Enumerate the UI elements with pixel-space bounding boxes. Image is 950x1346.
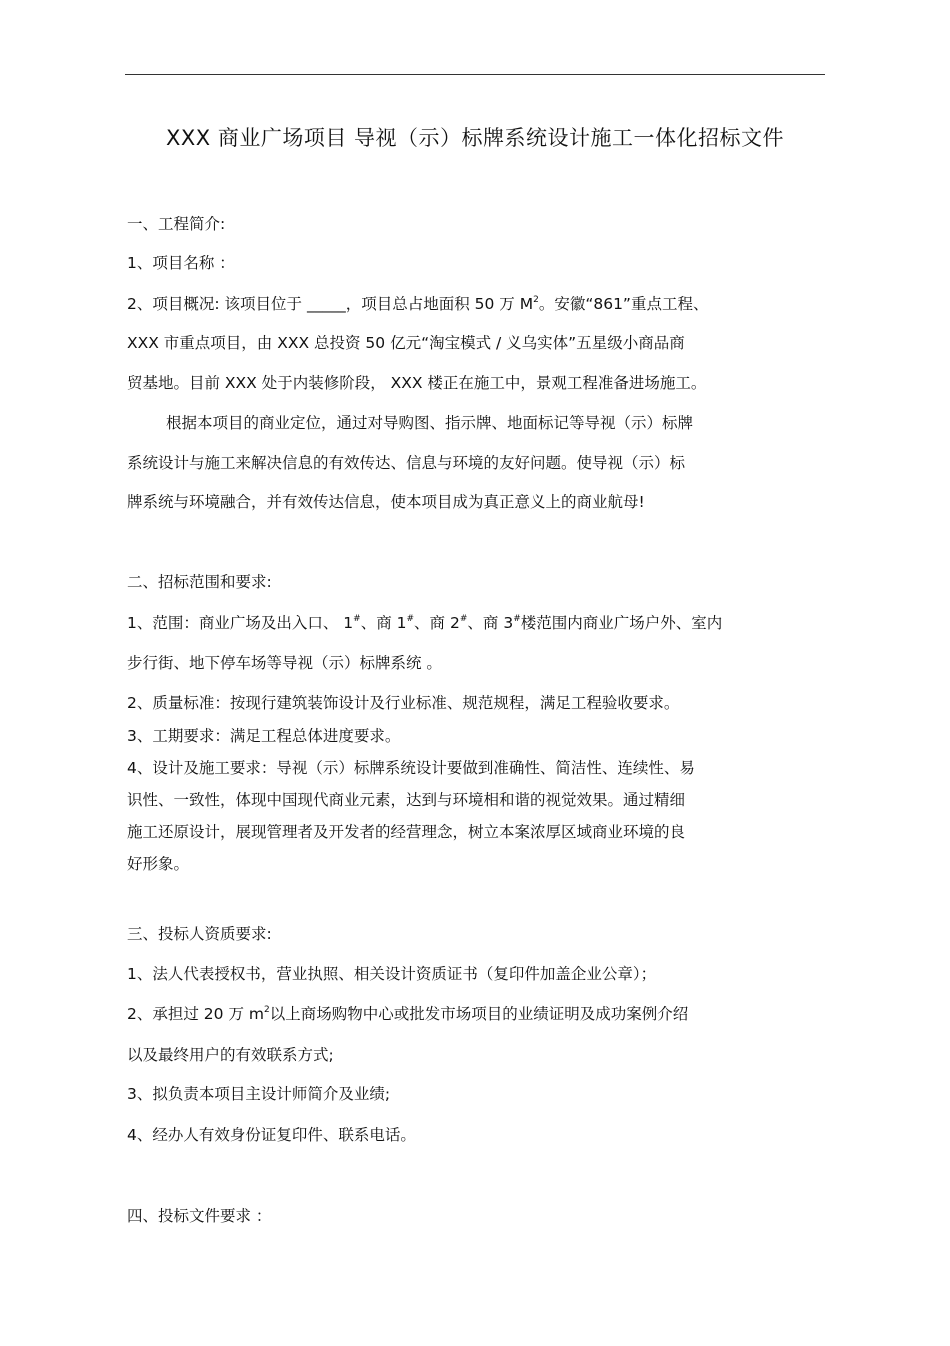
s1-item-2-line-2: XXX 市重点项目，由 XXX 总投资 50 亿元“淘宝模式 / 义乌实体”五星级小商品商 (127, 334, 685, 352)
s1-paragraph-line-1: 根据本项目的商业定位，通过对导购图、指示牌、地面标记等导视（示）标牌 (166, 414, 694, 432)
s3-item-2-line-2: 以及最终用户的有效联系方式; (127, 1046, 334, 1064)
section-3-heading: 三、投标人资质要求: (127, 925, 272, 943)
s2-item-3: 3、工期要求：满足工程总体进度要求。 (127, 727, 401, 745)
s3-item-1: 1、法人代表授权书，营业执照、相关设计资质证书（复印件加盖企业公章）； (127, 965, 657, 983)
s1-item-1: 1、项目名称 ： (127, 254, 235, 272)
section-2-heading: 二、招标范围和要求: (127, 573, 272, 591)
s1-paragraph-line-3: 牌系统与环境融合，并有效传达信息，使本项目成为真正意义上的商业航母! (127, 493, 645, 511)
section-1-heading: 一、工程简介: (127, 215, 226, 233)
s1-item-2-line-1: 2、项目概况: 该项目位于 _____，项目总占地面积 50 万 $M^2$。安徽“861”重点工程、 (127, 295, 709, 313)
s3-item-3: 3、拟负责本项目主设计师简介及业绩; (127, 1085, 391, 1103)
s3-item-2-line-1: 2、承担过 20 万 $m^2$以上商场购物中心或批发市场项目的业绩证明及成功案例介绍 (127, 1005, 689, 1023)
s2-item-4-line-4: 好形象。 (127, 855, 190, 873)
s1-paragraph-line-2: 系统设计与施工来解决信息的有效传达、信息与环境的友好问题。使导视（示）标 (127, 454, 686, 472)
document-title: XXX 商业广场项目 导视（示）标牌系统设计施工一体化招标文件 (165, 126, 784, 150)
s2-item-2: 2、质量标准：按现行建筑装饰设计及行业标准、规范规程，满足工程验收要求。 (127, 694, 680, 712)
s3-item-4: 4、经办人有效身份证复印件、联系电话。 (127, 1126, 416, 1144)
section-4-heading: 四、投标文件要求 ： (127, 1207, 272, 1225)
s2-item-1-line-1: 1、范围：商业广场及出入口、 1#、商 1#、商 2#、商 3#楼范围内商业广场户外、室内 (127, 614, 723, 632)
s1-item-2-line-3: 贸基地。目前 XXX 处于内装修阶段， XXX 楼正在施工中，景观工程准备进场施工。 (127, 374, 707, 392)
s2-item-4-line-1: 4、设计及施工要求：导视（示）标牌系统设计要做到准确性、简洁性、连续性、易 (127, 759, 695, 777)
s2-item-4-line-3: 施工还原设计，展现管理者及开发者的经营理念，树立本案浓厚区域商业环境的良 (127, 823, 686, 841)
s2-item-1-line-2: 步行街、地下停车场等导视（示）标牌系统 。 (127, 654, 442, 672)
header-rule (125, 74, 825, 75)
s2-item-4-line-2: 识性、一致性，体现中国现代商业元素，达到与环境相和谐的视觉效果。通过精细 (127, 791, 686, 809)
